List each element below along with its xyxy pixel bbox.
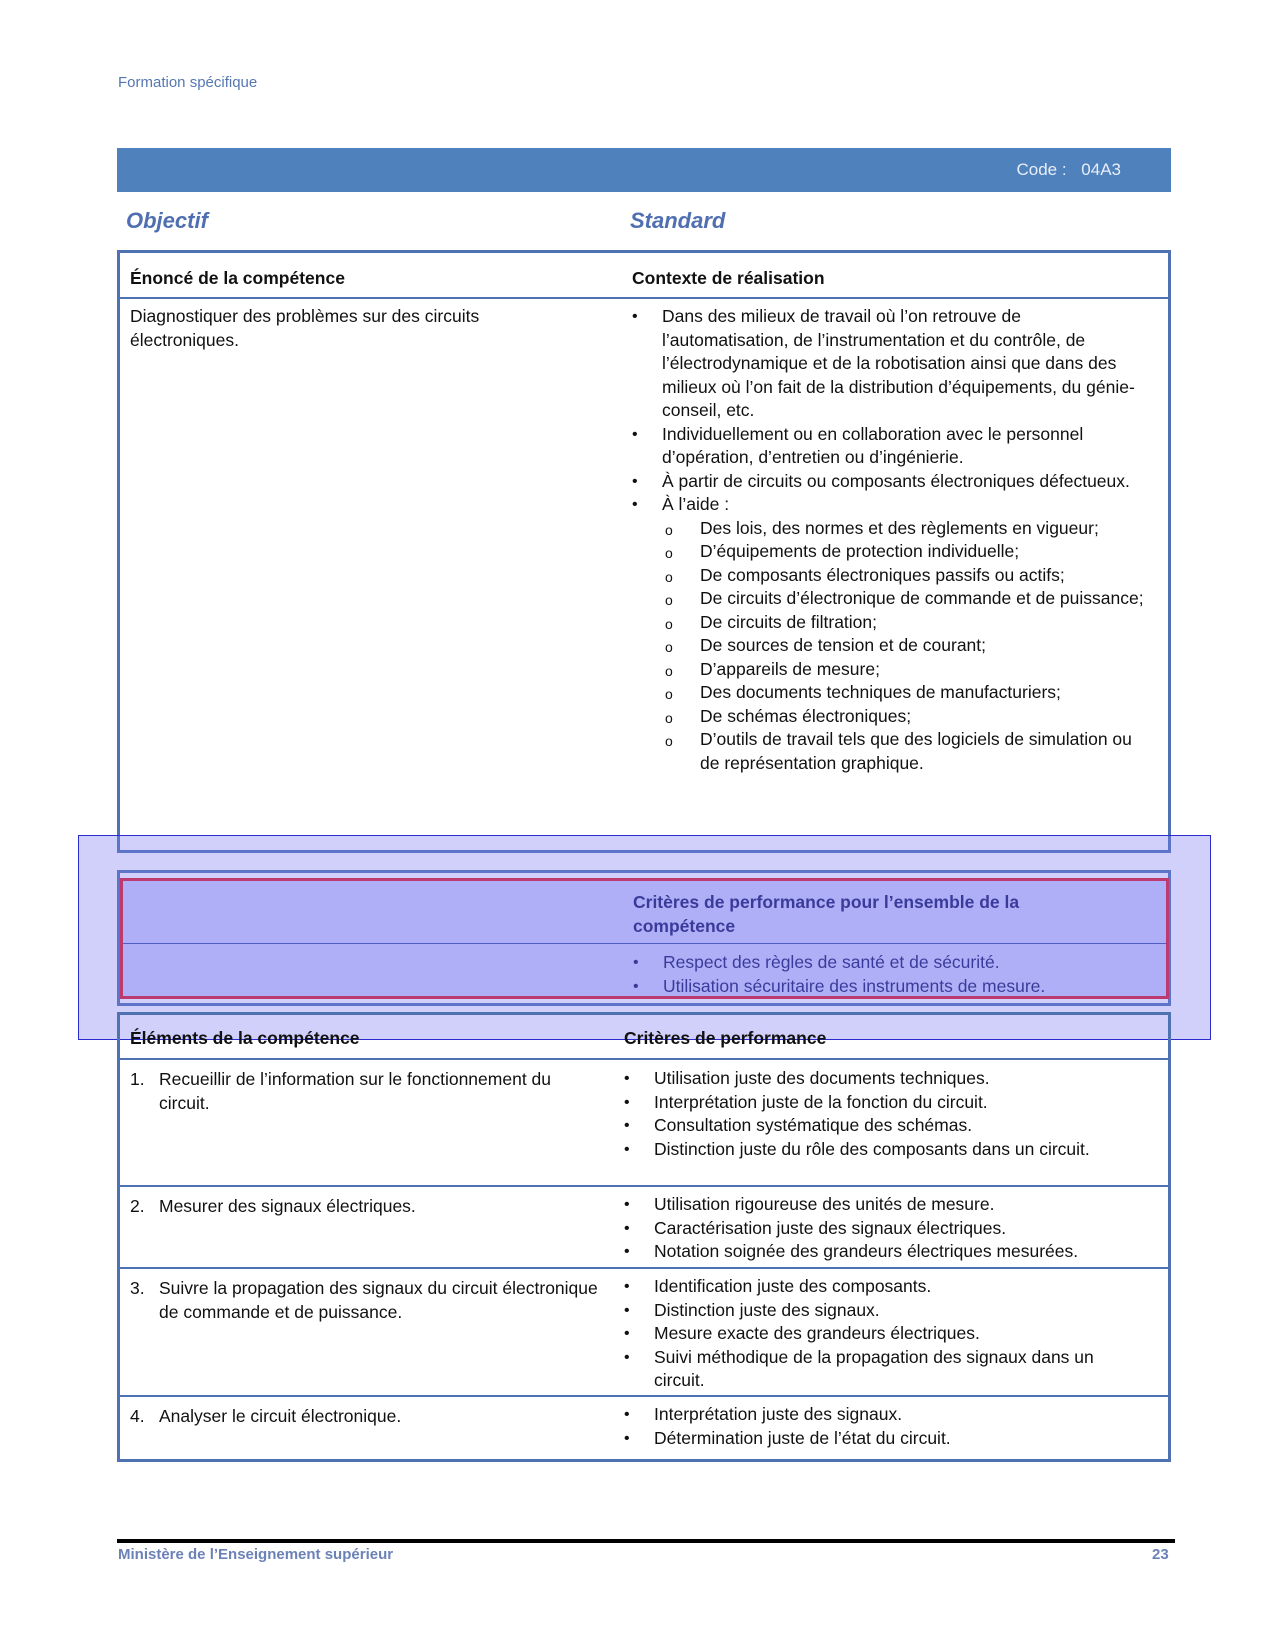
criteria-list	[624, 1403, 1134, 1450]
criterion: • Distinction juste du rôle des composants dans un circuit.	[624, 1138, 1134, 1162]
element-text: Suivre la propagation des signaux du circuit électronique de commande et de puissance.	[159, 1278, 598, 1322]
criterion: • Mesure exacte des grandeurs électriques.	[624, 1322, 1134, 1346]
criteria-list	[624, 1067, 1134, 1161]
aid-item: o Des lois, des normes et des règlements en vigueur;	[662, 517, 1152, 541]
element-row	[130, 1277, 600, 1324]
section-label: Formation spécifique	[118, 74, 258, 91]
context-item	[632, 493, 1152, 775]
criterion: • Notation soignée des grandeurs électriques mesurées.	[624, 1240, 1144, 1264]
competency-code	[1006, 160, 1121, 180]
element-number: 4.	[130, 1406, 145, 1426]
aids-list	[662, 517, 1152, 776]
criterion: • Identification juste des composants.	[624, 1275, 1134, 1299]
criteria-header: Critères de performance	[624, 1028, 827, 1048]
footer-ministry: Ministère de l’Enseignement supérieur	[118, 1546, 394, 1563]
criterion: • Interprétation juste des signaux.	[624, 1403, 1134, 1427]
criterion: • Consultation systématique des schémas.	[624, 1114, 1134, 1138]
element-row	[130, 1405, 600, 1429]
aid-item: o De circuits d’électronique de commande et de puissance;	[662, 587, 1152, 611]
code-value: 04A3	[1081, 160, 1121, 179]
competence-table	[117, 250, 1171, 853]
element-text: Recueillir de l’information sur le fonctionnement du circuit.	[159, 1069, 552, 1113]
criterion: • Utilisation juste des documents techniques.	[624, 1067, 1134, 1091]
aid-item: o D’équipements de protection individuelle;	[662, 540, 1152, 564]
standard-title: Standard	[630, 208, 726, 233]
element-text: Mesurer des signaux électriques.	[159, 1196, 416, 1216]
element-row	[130, 1195, 600, 1219]
aid-item: o De schémas électroniques;	[662, 705, 1152, 729]
context-item: • Dans des milieux de travail où l’on retrouve de l’automatisation, de l’instrumentation et du contrôle, de l’électrodynamique et de la robotisation ainsi que dans des milieux où l’on fait de la distribution d’équipements, du génie-conseil, etc.	[632, 305, 1152, 423]
criterion: • Détermination juste de l’état du circuit.	[624, 1427, 1134, 1451]
context-item: • Individuellement ou en collaboration avec le personnel d’opération, d’entretien ou d’ingénierie.	[632, 423, 1152, 470]
aid-item: o De composants électroniques passifs ou actifs;	[662, 564, 1152, 588]
element-text: Analyser le circuit électronique.	[159, 1406, 402, 1426]
context-column	[632, 305, 1152, 775]
aid-item: o De sources de tension et de courant;	[662, 634, 1152, 658]
elements-table	[117, 1012, 1171, 1462]
footer-rule	[117, 1539, 1175, 1543]
statement-header: Énoncé de la compétence	[130, 268, 345, 288]
criterion: • Utilisation rigoureuse des unités de mesure.	[624, 1193, 1144, 1217]
criterion: • Distinction juste des signaux.	[624, 1299, 1134, 1323]
code-bar	[117, 148, 1171, 192]
criterion: • Interprétation juste de la fonction du circuit.	[624, 1091, 1134, 1115]
aid-item: o Des documents techniques de manufacturiers;	[662, 681, 1152, 705]
element-number: 1.	[130, 1069, 145, 1089]
criterion: • Suivi méthodique de la propagation des signaux dans un circuit.	[624, 1346, 1134, 1393]
global-criteria-title: Critères de performance pour l’ensemble de la compétence	[633, 892, 1020, 936]
element-number: 2.	[130, 1196, 145, 1216]
objective-title: Objectif	[126, 208, 208, 233]
competence-statement: Diagnostiquer des problèmes sur des circuits électroniques.	[130, 306, 480, 350]
context-item: • À partir de circuits ou composants électroniques défectueux.	[632, 470, 1152, 494]
page-number: 23	[1152, 1546, 1169, 1563]
code-label: Code :	[1016, 160, 1067, 179]
criteria-list	[624, 1193, 1144, 1264]
element-number: 3.	[130, 1278, 145, 1298]
aid-item: o De circuits de filtration;	[662, 611, 1152, 635]
divider	[120, 1058, 1168, 1060]
selection-overlay	[78, 835, 1211, 1040]
element-row	[130, 1068, 600, 1115]
global-criterion: • Respect des règles de santé et de sécurité.	[633, 951, 1133, 975]
context-item-label: • À l’aide :	[662, 494, 730, 514]
divider	[120, 1185, 1168, 1187]
criteria-list	[624, 1275, 1134, 1393]
aid-item: o D’outils de travail tels que des logiciels de simulation ou de représentation graphique.	[662, 728, 1152, 775]
criterion: • Caractérisation juste des signaux électriques.	[624, 1217, 1144, 1241]
divider	[120, 1267, 1168, 1269]
context-header: Contexte de réalisation	[632, 268, 825, 288]
aid-item: o D’appareils de mesure;	[662, 658, 1152, 682]
global-criterion: • Utilisation sécuritaire des instruments de mesure.	[633, 975, 1133, 999]
divider	[120, 1395, 1168, 1397]
divider	[120, 297, 1168, 299]
elements-header: Éléments de la compétence	[130, 1028, 360, 1048]
